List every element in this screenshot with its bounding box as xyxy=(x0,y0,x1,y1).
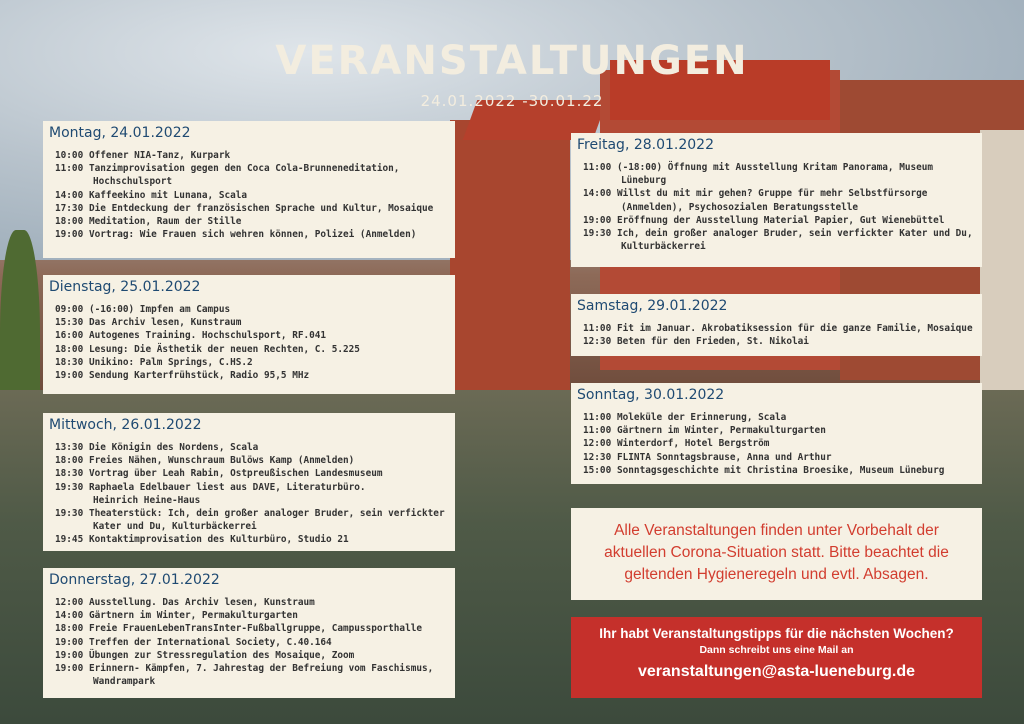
event-row xyxy=(55,303,447,316)
event-description: (-18:00) Öffnung mit Ausstellung Kritam Panorama, Museum xyxy=(617,162,934,173)
day-heading: Freitag, 28.01.2022 xyxy=(577,137,714,153)
event-description: Die Königin des Nordens, Scala xyxy=(89,442,259,453)
event-time: 12:00 xyxy=(583,438,612,450)
event-description: Moleküle der Erinnerung, Scala xyxy=(617,412,787,423)
event-description: Gärtnern im Winter, Permakulturgarten xyxy=(89,610,298,622)
event-time: 11:00 xyxy=(583,412,612,423)
event-time: 12:30 xyxy=(583,451,612,463)
event-list xyxy=(43,592,455,688)
event-row xyxy=(55,622,447,635)
event-row xyxy=(583,187,974,200)
event-description: Gärtnern im Winter, Permakulturgarten xyxy=(617,425,826,437)
event-list xyxy=(43,437,455,547)
event-description: Offener NIA-Tanz, Kurpark xyxy=(89,150,231,161)
event-description: Vortrag über Leah Rabin, Ostpreußischen Landesmuseum xyxy=(89,468,383,480)
event-time: 14:00 xyxy=(55,610,84,622)
event-description: Ausstellung. Das Archiv lesen, Kunstraum xyxy=(89,597,315,608)
event-time: 19:30 xyxy=(55,508,84,520)
event-row xyxy=(55,441,447,454)
event-description: Unikino: Palm Springs, C.HS.2 xyxy=(89,356,253,368)
event-time: 14:00 xyxy=(55,189,84,201)
corona-notice xyxy=(571,508,982,600)
day-heading: Montag, 24.01.2022 xyxy=(49,125,191,141)
event-description: FLINTA Sonntagsbrause, Anna und Arthur xyxy=(617,451,832,463)
event-row xyxy=(55,343,447,356)
event-time: 18:00 xyxy=(55,455,84,467)
event-time xyxy=(55,675,89,688)
event-description: Raphaela Edelbauer liest aus DAVE, Literaturbüro. xyxy=(89,481,366,493)
event-description: Die Entdeckung der französischen Sprache und Kultur, Mosaique xyxy=(89,202,434,214)
event-time: 13:30 xyxy=(55,442,84,453)
event-description: Hochschulsport xyxy=(93,176,173,188)
event-description: (-16:00) Impfen am Campus xyxy=(89,304,231,315)
event-description: Beten für den Frieden, St. Nikolai xyxy=(617,336,809,348)
event-row xyxy=(583,424,974,437)
event-time xyxy=(55,520,89,533)
event-description: Sendung Karterfrühstück, Radio 95,5 MHz xyxy=(89,370,310,382)
day-card-sonntag xyxy=(571,383,982,484)
event-time xyxy=(583,201,617,214)
event-time: 11:00 xyxy=(583,425,612,437)
event-time: 19:00 xyxy=(55,370,84,382)
event-row xyxy=(55,533,447,546)
event-row xyxy=(55,481,447,494)
event-description: Erinnern- Kämpfen, 7. Jahrestag der Befreiung vom Faschismus, xyxy=(89,663,434,675)
event-row xyxy=(55,596,447,609)
day-card-dienstag xyxy=(43,275,455,394)
event-row xyxy=(583,201,974,214)
event-time: 17:30 xyxy=(55,202,84,214)
event-row xyxy=(55,329,447,342)
event-description: Fit im Januar. Akrobatiksession für die ganze Familie, Mosaique xyxy=(617,323,973,334)
day-card-mittwoch xyxy=(43,413,455,551)
event-row xyxy=(583,437,974,450)
event-row xyxy=(583,240,974,253)
event-time xyxy=(55,494,89,507)
day-heading: Sonntag, 30.01.2022 xyxy=(577,387,725,403)
event-row xyxy=(55,316,447,329)
contact-email-link[interactable]: veranstaltungen@asta-lueneburg.de xyxy=(638,663,915,680)
event-time: 19:00 xyxy=(55,649,84,661)
event-description: Ich, dein großer analoger Bruder, sein verfickter Kater und Du, xyxy=(617,228,973,240)
house-facade xyxy=(450,120,570,390)
event-row xyxy=(583,161,974,174)
event-time: 14:00 xyxy=(583,188,612,200)
event-description: Freies Nähen, Wunschraum Bulöws Kamp (Anmelden) xyxy=(89,455,355,467)
event-description: (Anmelden), Psychosozialen Beratungsstelle xyxy=(621,201,859,213)
event-row xyxy=(55,454,447,467)
event-time: 19:45 xyxy=(55,534,84,546)
event-time: 12:30 xyxy=(583,336,612,348)
event-row xyxy=(55,507,447,520)
event-time: 19:00 xyxy=(55,229,84,241)
event-description: Lesung: Die Ästhetik der neuen Rechten, C. 5.225 xyxy=(89,343,360,355)
event-row xyxy=(55,202,447,215)
event-description: Kater und Du, Kulturbäckerrei xyxy=(93,521,257,533)
event-description: Autogenes Training. Hochschulsport, RF.041 xyxy=(89,330,327,342)
event-time: 18:00 xyxy=(55,216,84,228)
event-description: Tanzimprovisation gegen den Coca Cola-Brunneneditation, xyxy=(89,163,400,175)
day-heading: Samstag, 29.01.2022 xyxy=(577,298,728,314)
house-facade xyxy=(980,130,1024,390)
event-time: 19:00 xyxy=(583,214,612,226)
event-time: 18:00 xyxy=(55,623,84,635)
event-time: 12:00 xyxy=(55,597,84,608)
event-description: Heinrich Heine-Haus xyxy=(93,494,201,506)
day-heading: Donnerstag, 27.01.2022 xyxy=(49,572,220,588)
event-row xyxy=(583,322,974,335)
event-row xyxy=(583,214,974,227)
event-row xyxy=(583,335,974,348)
event-description: Freie FrauenLebenTransInter-Fußballgruppe, Campussporthalle xyxy=(89,623,423,635)
event-description: Treffen der International Society, C.40.164 xyxy=(89,636,332,648)
event-time: 18:30 xyxy=(55,356,84,368)
event-description: Sonntagsgeschichte mit Christina Broesike, Museum Lüneburg xyxy=(617,464,945,476)
event-time xyxy=(583,174,617,187)
page-title: VERANSTALTUNGEN xyxy=(275,38,749,84)
event-time: 11:00 xyxy=(55,163,84,175)
event-time: 10:00 xyxy=(55,150,84,161)
event-row xyxy=(583,174,974,187)
event-list xyxy=(43,145,455,241)
event-time: 11:00 xyxy=(583,323,612,334)
event-time: 09:00 xyxy=(55,304,84,315)
event-description: Vortrag: Wie Frauen sich wehren können, Polizei (Anmelden) xyxy=(89,229,417,241)
event-row xyxy=(583,411,974,424)
event-row xyxy=(55,675,447,688)
event-time: 18:30 xyxy=(55,468,84,480)
event-list xyxy=(571,157,982,253)
event-time: 19:00 xyxy=(55,636,84,648)
contact-question: Ihr habt Veranstaltungstipps für die nächsten Wochen? xyxy=(599,626,954,641)
day-card-montag xyxy=(43,121,455,258)
event-description: Theaterstück: Ich, dein großer analoger Bruder, sein verfickter xyxy=(89,508,445,520)
notice-line: geltenden Hygieneregeln und evtl. Absagen. xyxy=(624,566,929,583)
event-list xyxy=(571,318,982,348)
event-row xyxy=(583,227,974,240)
day-heading: Dienstag, 25.01.2022 xyxy=(49,279,201,295)
contact-box xyxy=(571,617,982,698)
event-time: 19:30 xyxy=(583,228,612,240)
day-card-samstag xyxy=(571,294,982,356)
event-description: Kulturbäckerrei xyxy=(621,241,706,253)
event-time: 15:30 xyxy=(55,317,84,329)
event-description: Kontaktimprovisation des Kulturbüro, Studio 21 xyxy=(89,534,349,546)
event-row xyxy=(55,520,447,533)
event-row xyxy=(55,228,447,241)
notice-line: aktuellen Corona-Situation statt. Bitte beachtet die xyxy=(604,544,949,561)
event-time: 18:00 xyxy=(55,343,84,355)
event-row xyxy=(55,175,447,188)
event-time: 15:00 xyxy=(583,464,612,476)
event-description: Willst du mit mir gehen? Gruppe für mehr Selbstfürsorge xyxy=(617,188,928,200)
event-list xyxy=(43,299,455,382)
event-description: Meditation, Raum der Stille xyxy=(89,216,242,228)
event-time: 19:30 xyxy=(55,481,84,493)
event-row xyxy=(55,494,447,507)
event-row xyxy=(55,149,447,162)
event-time: 16:00 xyxy=(55,330,84,342)
event-row xyxy=(55,162,447,175)
event-row xyxy=(55,369,447,382)
event-description: Übungen zur Stressregulation des Mosaique, Zoom xyxy=(89,649,355,661)
day-card-donnerstag xyxy=(43,568,455,698)
event-time xyxy=(583,240,617,253)
event-description: Eröffnung der Ausstellung Material Papier, Gut Wienebüttel xyxy=(617,214,945,226)
event-time: 19:00 xyxy=(55,663,84,675)
event-row xyxy=(55,636,447,649)
event-description: Wandrampark xyxy=(93,676,156,688)
event-row xyxy=(583,451,974,464)
event-row xyxy=(55,662,447,675)
event-time: 11:00 xyxy=(583,162,612,173)
event-description: Lüneburg xyxy=(621,175,667,187)
event-description: Kaffeekino mit Lunana, Scala xyxy=(89,189,248,201)
event-list xyxy=(571,407,982,477)
date-range: 24.01.2022 -30.01.22 xyxy=(420,92,604,110)
event-row xyxy=(55,189,447,202)
event-time xyxy=(55,175,89,188)
event-description: Das Archiv lesen, Kunstraum xyxy=(89,317,242,329)
event-row xyxy=(55,215,447,228)
event-row xyxy=(55,356,447,369)
day-card-freitag xyxy=(571,133,982,267)
event-row xyxy=(55,609,447,622)
event-description: Winterdorf, Hotel Bergström xyxy=(617,438,770,450)
notice-line: Alle Veranstaltungen finden unter Vorbehalt der xyxy=(614,522,939,539)
day-heading: Mittwoch, 26.01.2022 xyxy=(49,417,202,433)
event-row xyxy=(583,464,974,477)
contact-subline: Dann schreibt uns eine Mail an xyxy=(699,644,854,656)
event-row xyxy=(55,649,447,662)
event-row xyxy=(55,467,447,480)
